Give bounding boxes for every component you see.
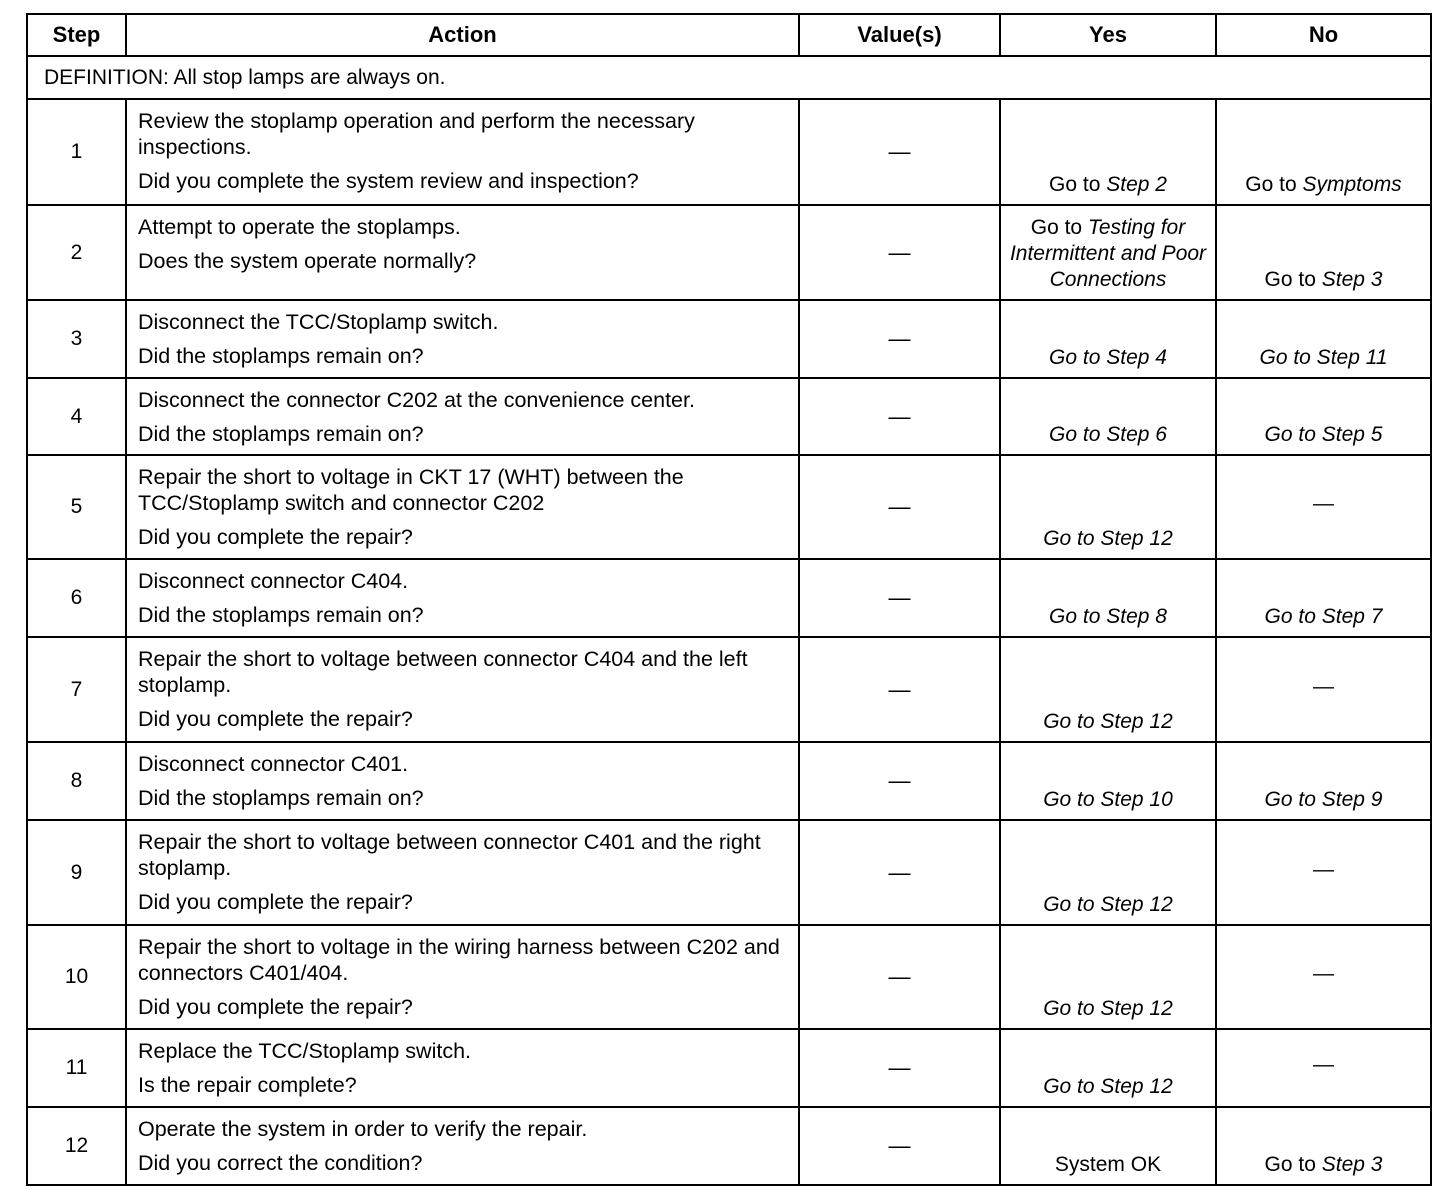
- yes-link[interactable]: Go to Step 12: [1043, 1075, 1173, 1098]
- value-cell: —: [799, 1029, 1000, 1107]
- action-question: Did the stoplamps remain on?: [138, 344, 424, 368]
- no-cell: [1216, 99, 1431, 205]
- no-cell: [1216, 455, 1431, 559]
- action-instruction: Operate the system in order to verify the repair.: [138, 1117, 588, 1141]
- action-question: Did you complete the repair?: [138, 525, 413, 549]
- value-cell: —: [799, 300, 1000, 378]
- action-instruction: Repair the short to voltage in the wiring harness between C202 and connectors C401/404.: [138, 935, 780, 985]
- value-cell: —: [799, 925, 1000, 1029]
- step-number: 5: [27, 455, 126, 559]
- value-cell: —: [799, 205, 1000, 300]
- yes-prefix: Go to: [1030, 216, 1088, 239]
- no-prefix: Go to: [1245, 173, 1303, 196]
- table-row: [27, 99, 1431, 205]
- action-cell: [126, 300, 799, 378]
- header-yes: Yes: [1000, 14, 1216, 56]
- yes-link[interactable]: Testing for Intermittent and Poor Connections: [1009, 216, 1207, 291]
- step-number: 1: [27, 99, 126, 205]
- value-cell: —: [799, 559, 1000, 637]
- yes-link[interactable]: Go to Step 12: [1043, 710, 1173, 733]
- no-cell: [1216, 205, 1431, 300]
- action-question: Did you complete the system review and inspection?: [138, 169, 639, 193]
- action-instruction: Disconnect the connector C202 at the convenience center.: [138, 388, 695, 412]
- yes-cell: [1000, 820, 1216, 925]
- action-cell: [126, 205, 799, 300]
- action-instruction: Disconnect the TCC/Stoplamp switch.: [138, 310, 499, 334]
- step-number: 12: [27, 1107, 126, 1185]
- header-step: Step: [27, 14, 126, 56]
- action-cell: [126, 1107, 799, 1185]
- value-cell: —: [799, 742, 1000, 820]
- step-number: 6: [27, 559, 126, 637]
- yes-link[interactable]: Go to Step 10: [1043, 788, 1173, 811]
- yes-cell: [1000, 300, 1216, 378]
- action-question: Did you correct the condition?: [138, 1151, 423, 1175]
- yes-link[interactable]: Go to Step 4: [1049, 346, 1167, 369]
- yes-prefix: Go to: [1049, 173, 1107, 196]
- step-number: 2: [27, 205, 126, 300]
- action-question: Is the repair complete?: [138, 1073, 357, 1097]
- table-row: [27, 637, 1431, 742]
- header-no: No: [1216, 14, 1431, 56]
- no-cell: [1216, 925, 1431, 1029]
- yes-link[interactable]: Go to Step 12: [1043, 527, 1173, 550]
- no-link[interactable]: Go to Step 11: [1259, 346, 1388, 369]
- header-values: Value(s): [799, 14, 1000, 56]
- yes-cell: [1000, 378, 1216, 455]
- table-row: [27, 559, 1431, 637]
- step-number: 4: [27, 378, 126, 455]
- no-link[interactable]: Symptoms: [1302, 173, 1402, 196]
- yes-cell: [1000, 559, 1216, 637]
- table-row: [27, 742, 1431, 820]
- yes-link[interactable]: Step 2: [1106, 173, 1167, 196]
- header-row: [27, 14, 1431, 56]
- action-instruction: Repair the short to voltage between connector C401 and the right stoplamp.: [138, 830, 761, 880]
- yes-cell: [1000, 99, 1216, 205]
- table-row: [27, 378, 1431, 455]
- definition-text: DEFINITION: All stop lamps are always on.: [27, 56, 1431, 99]
- action-question: Did you complete the repair?: [138, 707, 413, 731]
- no-link[interactable]: Go to Step 9: [1264, 788, 1383, 811]
- action-instruction: Replace the TCC/Stoplamp switch.: [138, 1039, 471, 1063]
- yes-link[interactable]: Go to Step 8: [1049, 605, 1167, 628]
- table-row: [27, 925, 1431, 1029]
- yes-cell: [1000, 637, 1216, 742]
- action-cell: [126, 559, 799, 637]
- action-cell: [126, 820, 799, 925]
- step-number: 8: [27, 742, 126, 820]
- step-number: 3: [27, 300, 126, 378]
- no-cell: [1216, 742, 1431, 820]
- action-cell: [126, 742, 799, 820]
- no-link[interactable]: Go to Step 5: [1264, 423, 1383, 446]
- table-row: [27, 455, 1431, 559]
- action-instruction: Review the stoplamp operation and perform the necessary inspections.: [138, 109, 695, 159]
- no-cell: [1216, 1029, 1431, 1107]
- definition-row: [27, 56, 1431, 99]
- no-cell: [1216, 637, 1431, 742]
- no-cell: [1216, 300, 1431, 378]
- yes-link[interactable]: Go to Step 12: [1043, 997, 1173, 1020]
- value-cell: —: [799, 1107, 1000, 1185]
- yes-cell: [1000, 742, 1216, 820]
- action-question: Did the stoplamps remain on?: [138, 422, 424, 446]
- action-instruction: Repair the short to voltage in CKT 17 (WHT) between the TCC/Stoplamp switch and connector C202: [138, 465, 684, 515]
- action-cell: [126, 925, 799, 1029]
- no-dash: —: [1313, 674, 1334, 698]
- action-question: Does the system operate normally?: [138, 249, 477, 273]
- yes-link[interactable]: Go to Step 12: [1043, 893, 1173, 916]
- action-question: Did the stoplamps remain on?: [138, 786, 424, 810]
- table-row: [27, 1107, 1431, 1185]
- action-instruction: Disconnect connector C404.: [138, 569, 409, 593]
- value-cell: —: [799, 378, 1000, 455]
- header-action: Action: [126, 14, 799, 56]
- no-link[interactable]: Step 3: [1321, 268, 1383, 291]
- yes-cell: [1000, 1029, 1216, 1107]
- table-row: [27, 1029, 1431, 1107]
- diagnostic-table: [26, 13, 1432, 1186]
- action-instruction: Repair the short to voltage between connector C404 and the left stoplamp.: [138, 647, 748, 697]
- step-number: 10: [27, 925, 126, 1029]
- step-number: 11: [27, 1029, 126, 1107]
- value-cell: —: [799, 455, 1000, 559]
- action-question: Did you complete the repair?: [138, 890, 413, 914]
- table-row: [27, 820, 1431, 925]
- no-dash: —: [1313, 1053, 1334, 1076]
- step-number: 7: [27, 637, 126, 742]
- action-question: Did you complete the repair?: [138, 995, 413, 1019]
- value-cell: —: [799, 820, 1000, 925]
- table-row: [27, 205, 1431, 300]
- action-cell: [126, 378, 799, 455]
- yes-link[interactable]: Go to Step 6: [1049, 423, 1167, 446]
- yes-cell: [1000, 205, 1216, 300]
- no-dash: —: [1313, 962, 1334, 985]
- yes-cell: [1000, 925, 1216, 1029]
- no-cell: [1216, 1107, 1431, 1185]
- yes-cell: [1000, 455, 1216, 559]
- value-cell: —: [799, 637, 1000, 742]
- yes-prefix: System OK: [1054, 1153, 1162, 1176]
- table-row: [27, 300, 1431, 378]
- no-cell: [1216, 820, 1431, 925]
- table-body: [27, 56, 1431, 1185]
- no-dash: —: [1313, 857, 1334, 881]
- action-cell: [126, 455, 799, 559]
- no-prefix: Go to: [1264, 268, 1322, 291]
- no-link[interactable]: Go to Step 7: [1264, 605, 1383, 628]
- step-number: 9: [27, 820, 126, 925]
- no-dash: —: [1313, 492, 1334, 515]
- yes-cell: [1000, 1107, 1216, 1185]
- action-cell: [126, 637, 799, 742]
- action-cell: [126, 99, 799, 205]
- value-cell: —: [799, 99, 1000, 205]
- no-cell: [1216, 559, 1431, 637]
- action-instruction: Attempt to operate the stoplamps.: [138, 215, 461, 239]
- action-cell: [126, 1029, 799, 1107]
- no-link[interactable]: Step 3: [1321, 1153, 1383, 1176]
- no-prefix: Go to: [1264, 1153, 1322, 1176]
- action-instruction: Disconnect connector C401.: [138, 752, 409, 776]
- no-cell: [1216, 378, 1431, 455]
- action-question: Did the stoplamps remain on?: [138, 603, 424, 627]
